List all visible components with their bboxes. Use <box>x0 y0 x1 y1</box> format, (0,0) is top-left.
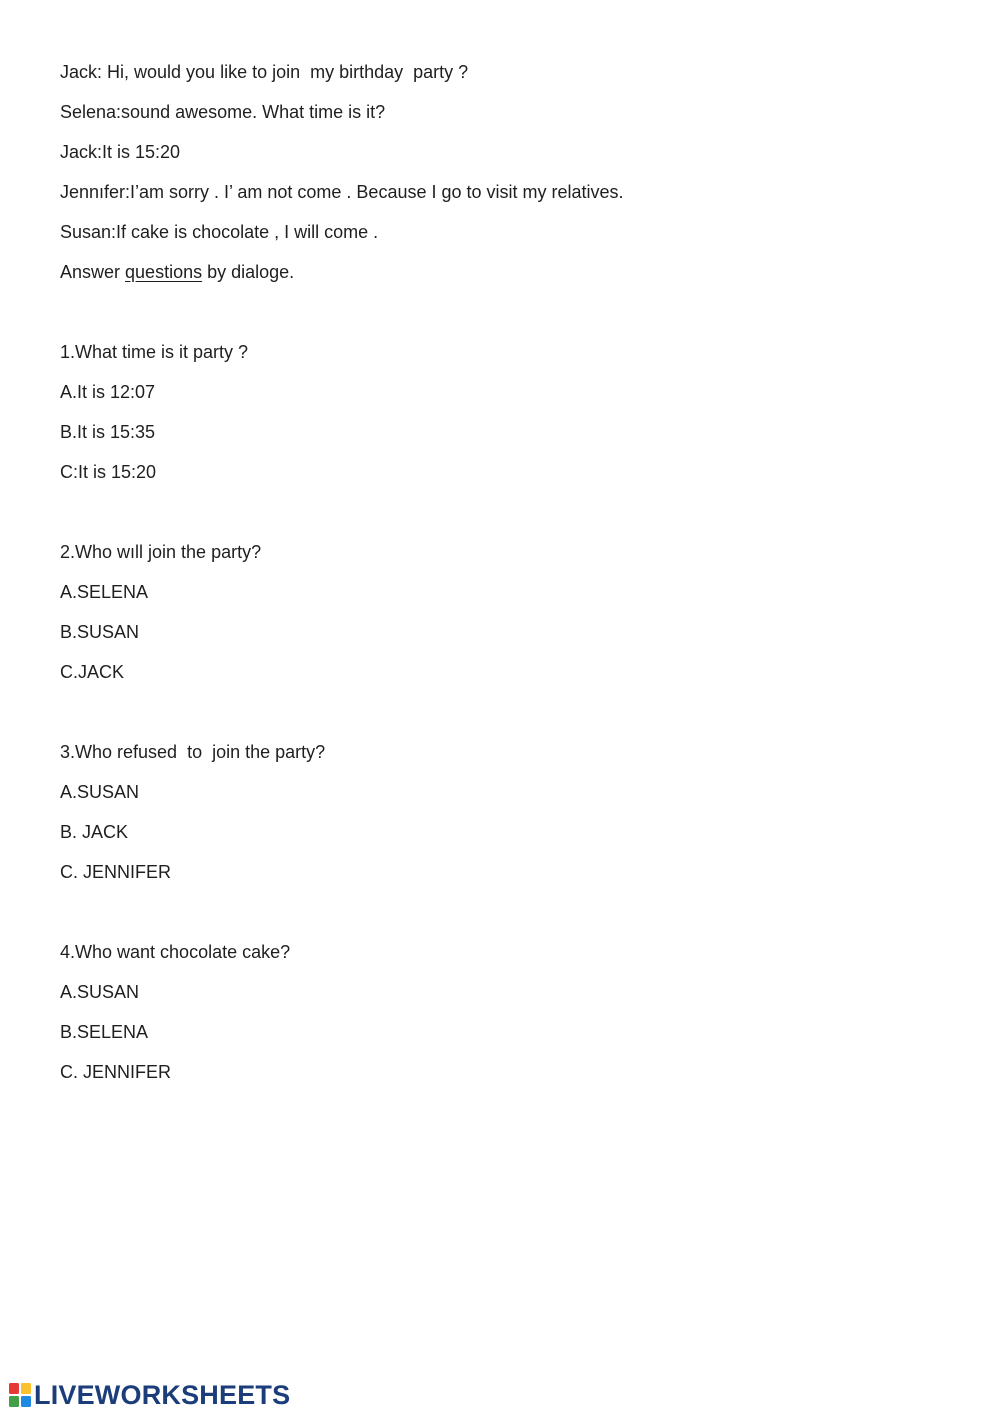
footer-logo-text: LIVEWORKSHEETS <box>34 1379 291 1410</box>
spacer <box>60 898 940 938</box>
question-3-option-a: A.SUSAN <box>60 782 140 802</box>
question-1: 1.What time is it party ? <box>60 342 249 362</box>
spacer <box>60 698 940 738</box>
question-1-option-a: A.It is 12:07 <box>60 382 156 402</box>
question-1-option-b: B.It is 15:35 <box>60 422 156 442</box>
dialogue <box>60 58 940 246</box>
worksheet <box>60 58 940 1098</box>
instruction-after: by dialoge. <box>202 262 295 282</box>
question-block-2 <box>60 538 940 686</box>
question-4-option-a: A.SUSAN <box>60 982 140 1002</box>
question-2-option-c: C.JACK <box>60 662 125 682</box>
question-3-option-b: B. JACK <box>60 822 129 842</box>
dialogue-line-selena: Selena:sound awesome. What time is it? <box>60 102 386 122</box>
question-2: 2.Who wıll join the party? <box>60 542 262 562</box>
question-block-4 <box>60 938 940 1086</box>
instruction-underlined: questions <box>125 262 203 282</box>
liveworksheets-logo-icon <box>8 1382 32 1408</box>
question-block-1 <box>60 338 940 486</box>
spacer <box>60 498 940 538</box>
question-2-option-a: A.SELENA <box>60 582 149 602</box>
footer-logo <box>8 1378 290 1412</box>
dialogue-line-jennifer: Jennıfer:I’am sorry . I’ am not come . Because I go to visit my relatives. <box>60 182 624 202</box>
spacer <box>60 298 940 338</box>
question-1-option-c: C:It is 15:20 <box>60 462 157 482</box>
dialogue-line-jack-time: Jack:It is 15:20 <box>60 142 181 162</box>
instruction-before: Answer <box>60 262 126 282</box>
question-3-option-c: C. JENNIFER <box>60 862 172 882</box>
question-2-option-b: B.SUSAN <box>60 622 140 642</box>
dialogue-line-jack: Jack: Hi, would you like to join my birthday party ? <box>60 62 469 82</box>
question-4: 4.Who want chocolate cake? <box>60 942 291 962</box>
question-4-option-c: C. JENNIFER <box>60 1062 172 1082</box>
question-3: 3.Who refused to join the party? <box>60 742 326 762</box>
instruction <box>60 258 940 286</box>
question-4-option-b: B.SELENA <box>60 1022 149 1042</box>
question-block-3 <box>60 738 940 886</box>
dialogue-line-susan: Susan:If cake is chocolate , I will come . <box>60 222 379 242</box>
